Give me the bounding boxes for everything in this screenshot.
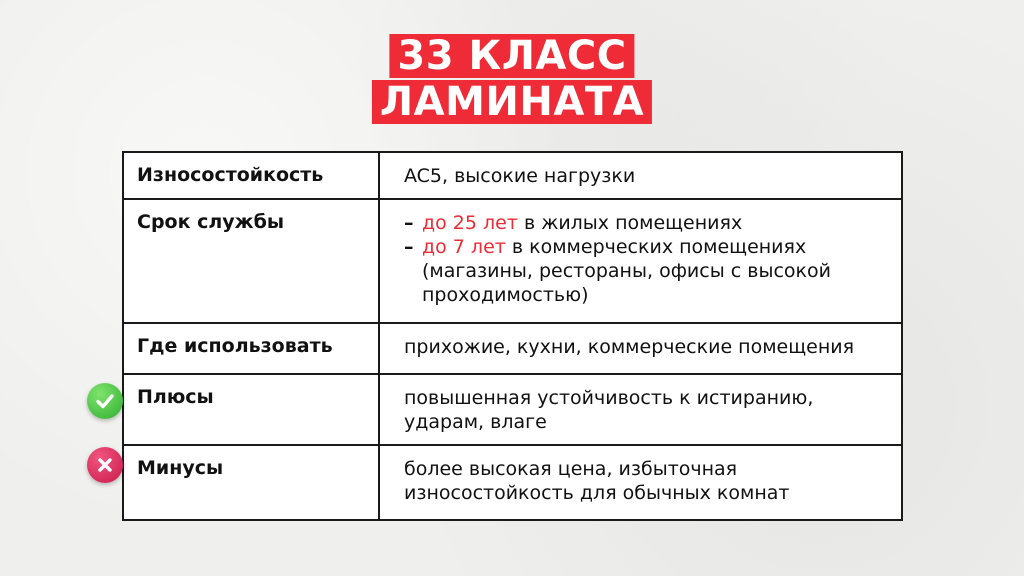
list-item — [404, 211, 889, 235]
table-row — [123, 199, 902, 323]
row-value: AC5, высокие нагрузки — [379, 152, 902, 199]
row-label: Где использовать — [123, 323, 379, 374]
row-value: повышенная устойчивость к истиранию, ударам, влаге — [379, 374, 902, 445]
service-life-list — [404, 211, 889, 307]
row-label: Износостойкость — [123, 152, 379, 199]
cross-icon — [87, 447, 123, 483]
highlight-text: до 25 лет — [422, 212, 518, 234]
row-label: Плюсы — [123, 374, 379, 445]
list-item-text: в коммерческих помещениях (магазины, рестораны, офисы с высокой проходимостью) — [422, 236, 831, 306]
table-row — [123, 445, 902, 520]
table-row — [123, 152, 902, 199]
check-icon — [87, 383, 123, 419]
row-label: Минусы — [123, 445, 379, 520]
row-value: более высокая цена, избыточная износостойкость для обычных комнат — [379, 445, 902, 520]
list-item — [404, 235, 889, 307]
table-row — [123, 323, 902, 374]
highlight-text: до 7 лет — [422, 236, 506, 258]
table-row — [123, 374, 902, 445]
list-item-text: в жилых помещениях — [517, 212, 743, 234]
row-value — [379, 199, 902, 323]
title-line-2: ЛАМИНАТА — [372, 80, 652, 124]
info-table — [122, 151, 903, 521]
row-label: Срок службы — [123, 199, 379, 323]
row-value: прихожие, кухни, коммерческие помещения — [379, 323, 902, 374]
title-line-1: 33 КЛАСС — [389, 34, 634, 78]
